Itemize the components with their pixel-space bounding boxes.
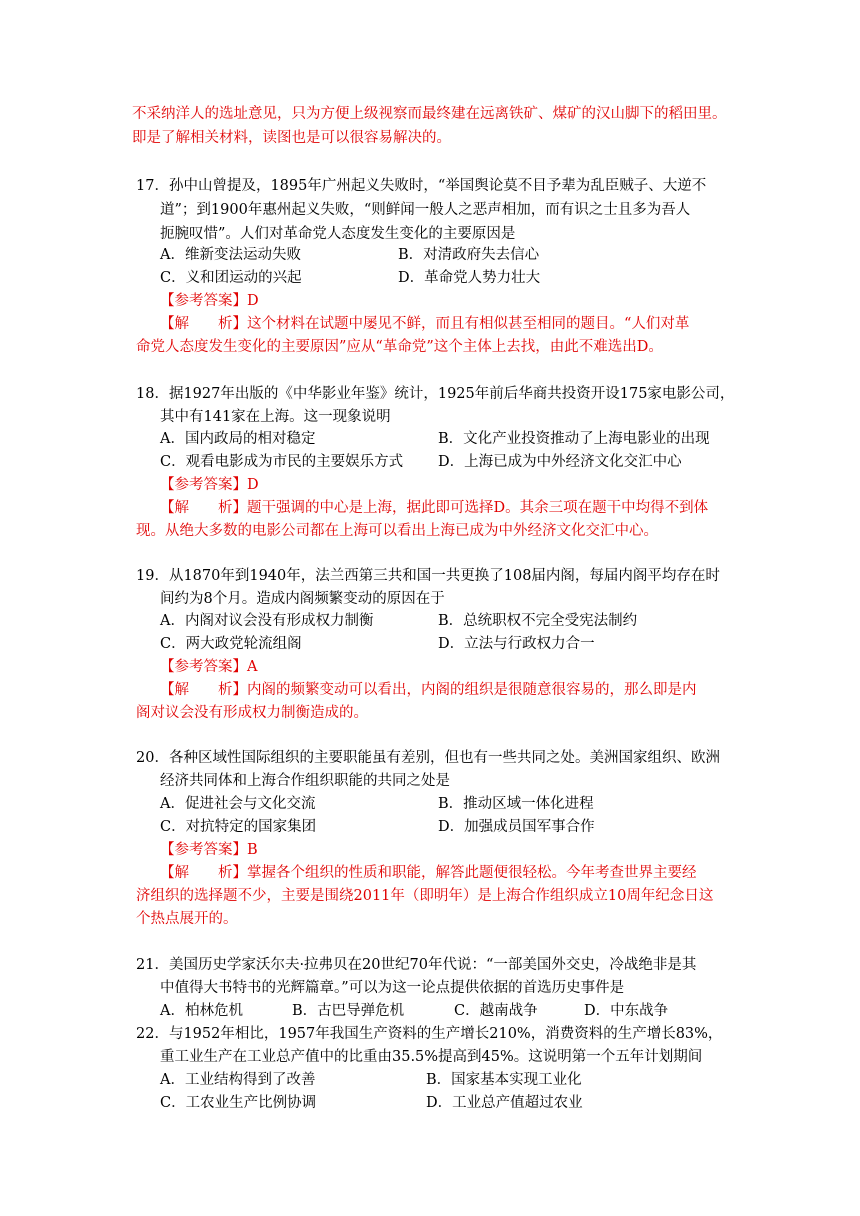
analysis-line: 【解 析】题干强调的中心是上海，据此即可选择D。其余三项在题干中均得不到体 bbox=[160, 500, 709, 516]
option-b: B．总统职权不完全受宪法制约 bbox=[438, 613, 638, 629]
question-stem-line: 扼腕叹惜”。人们对革命党人态度发生变化的主要原因是 bbox=[160, 226, 516, 242]
question-stem-line: 中值得大书特书的光辉篇章。”可以为这一论点提供依据的首选历史事件是 bbox=[160, 980, 625, 996]
option-c: C．对抗特定的国家集团 bbox=[160, 819, 317, 835]
option-c: C．工农业生产比例协调 bbox=[160, 1095, 317, 1111]
analysis-line: 个热点展开的。 bbox=[136, 911, 238, 927]
question-stem-line: 18．据1927年出版的《中华影业年鉴》统计，1925年前后华商共投资开设175家电影公司， bbox=[136, 386, 735, 402]
option-a: A．柏林危机 bbox=[160, 1003, 243, 1019]
option-a: A．内阁对议会没有形成权力制衡 bbox=[160, 613, 374, 629]
option-c: C．观看电影成为市民的主要娱乐方式 bbox=[160, 454, 404, 470]
option-d: D．上海已成为中外经济文化交汇中心 bbox=[438, 454, 682, 470]
analysis-line: 命党人态度发生变化的主要原因”应从“革命党”这个主体上去找，由此不难选出D。 bbox=[136, 339, 663, 355]
question-stem-line: 21．美国历史学家沃尔夫·拉弗贝在20世纪70年代说：“一部美国外交史，冷战绝非是其 bbox=[136, 957, 697, 973]
analysis-line: 【解 析】这个材料在试题中屡见不鲜，而且有相似甚至相同的题目。“人们对革 bbox=[160, 316, 690, 332]
intro-line-1: 不采纳洋人的选址意见，只为方便上级视察而最终建在远离铁矿、煤矿的汉山脚下的稻田里。 bbox=[132, 106, 727, 122]
answer-label: 【参考答案】D bbox=[160, 477, 259, 493]
option-b: B．古巴导弹危机 bbox=[292, 1003, 405, 1019]
question-stem-line: 道”；到1900年惠州起义失败，“则鲜闻一般人之恶声相加，而有识之士且多为吾人 bbox=[160, 202, 691, 218]
analysis-line: 济组织的选择题不少，主要是围绕2011年（即明年）是上海合作组织成立10周年纪念日这 bbox=[136, 888, 714, 904]
analysis-line: 【解 析】掌握各个组织的性质和职能，解答此题便很轻松。今年考查世界主要经 bbox=[160, 865, 697, 881]
answer-label: 【参考答案】A bbox=[160, 659, 258, 675]
option-b: B．国家基本实现工业化 bbox=[426, 1072, 582, 1088]
question-stem-line: 17．孙中山曾提及，1895年广州起义失败时，“举国舆论莫不目予辈为乱臣贼子、大逆不 bbox=[136, 178, 707, 194]
option-d: D．立法与行政权力合一 bbox=[438, 636, 595, 652]
answer-label: 【参考答案】B bbox=[160, 842, 258, 858]
question-stem-line: 20．各种区域性国际组织的主要职能虽有差别，但也有一些共同之处。美洲国家组织、欧洲 bbox=[136, 750, 720, 766]
option-b: B．推动区域一体化进程 bbox=[438, 796, 594, 812]
option-c: C．义和团运动的兴起 bbox=[160, 270, 302, 286]
option-a: A．国内政局的相对稳定 bbox=[160, 431, 316, 447]
option-b: B．对清政府失去信心 bbox=[398, 247, 540, 263]
option-c: C．越南战争 bbox=[454, 1003, 538, 1019]
question-stem-line: 间约为8个月。造成内阁频繁变动的原因在于 bbox=[160, 591, 445, 607]
option-a: A．工业结构得到了改善 bbox=[160, 1072, 316, 1088]
option-c: C．两大政党轮流组阁 bbox=[160, 636, 302, 652]
option-d: D．工业总产值超过农业 bbox=[426, 1095, 583, 1111]
analysis-line: 阁对议会没有形成权力制衡造成的。 bbox=[136, 705, 368, 721]
question-stem-line: 经济共同体和上海合作组织职能的共同之处是 bbox=[160, 773, 450, 789]
option-a: A．促进社会与文化交流 bbox=[160, 796, 316, 812]
analysis-line: 现。从绝大多数的电影公司都在上海可以看出上海已成为中外经济文化交汇中心。 bbox=[136, 523, 658, 539]
option-b: B．文化产业投资推动了上海电影业的出现 bbox=[438, 431, 710, 447]
option-d: D．中东战争 bbox=[584, 1003, 669, 1019]
question-stem-line: 22．与1952年相比，1957年我国生产资料的生产增长210%，消费资料的生产增长83%， bbox=[136, 1026, 723, 1042]
answer-label: 【参考答案】D bbox=[160, 293, 259, 309]
option-d: D．加强成员国军事合作 bbox=[438, 819, 595, 835]
analysis-line: 【解 析】内阁的频繁变动可以看出，内阁的组织是很随意很容易的，那么即是内 bbox=[160, 682, 697, 698]
option-a: A．维新变法运动失败 bbox=[160, 247, 301, 263]
option-d: D．革命党人势力壮大 bbox=[398, 270, 541, 286]
intro-line-2: 即是了解相关材料，读图也是可以很容易解决的。 bbox=[132, 130, 451, 146]
question-stem-line: 19．从1870年到1940年，法兰西第三共和国一共更换了108届内阁，每届内阁平均存在时 bbox=[136, 568, 720, 584]
question-stem-line: 其中有141家在上海。这一现象说明 bbox=[160, 409, 391, 425]
question-stem-line: 重工业生产在工业总产值中的比重由35.5%提高到45%。这说明第一个五年计划期间 bbox=[160, 1049, 703, 1065]
